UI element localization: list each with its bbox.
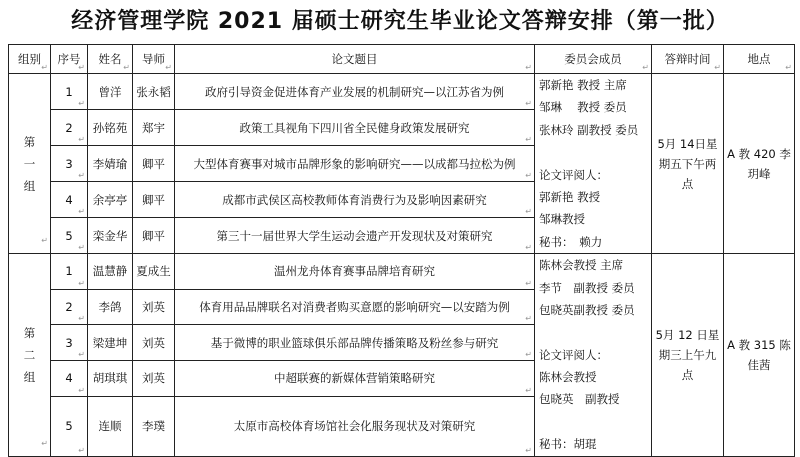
advisor-name: 刘英 [133,289,175,325]
student-name: 李鸽 [88,289,133,325]
student-name: 梁建坤 [88,325,133,361]
thesis-topic: 温州龙舟体育赛事品牌培育研究 ↵ [175,254,535,290]
thesis-topic: 太原市高校体育场馆社会化服务现状及对策研究 ↵ [175,396,535,456]
row-no: 4 ↵ [51,182,88,218]
student-name: 连顺 [88,396,133,456]
group-2 [9,254,795,457]
committee-members: 陈林会教授 主席 李节 副教授 委员 包晓英副教授 委员 论文评阅人： 陈林会教授 包晓英 副教授 秘书：胡琨 [535,254,652,457]
row-no: 1 ↵ [51,254,88,290]
header-advisor: 导师 ↵ [133,45,175,74]
table-row [9,74,795,110]
group-label: 第 一 组 ↵ [9,74,51,254]
row-no: 2 ↵ [51,289,88,325]
header-committee: 委员会成员 ↵ [535,45,652,74]
student-name: 胡琪琪 [88,361,133,397]
thesis-topic: 体育用品品牌联名对消费者购买意愿的影响研究—以安踏为例 ↵ [175,289,535,325]
table-row [9,254,795,290]
schedule-table [8,44,795,457]
advisor-name: 卿平 [133,218,175,254]
group-1 [9,74,795,254]
row-no: 5 ↵ [51,396,88,456]
thesis-topic: 中超联赛的新媒体营销策略研究 ↵ [175,361,535,397]
thesis-topic: 基于微博的职业篮球俱乐部品牌传播策略及粉丝参与研究 ↵ [175,325,535,361]
student-name: 孙铭苑 [88,110,133,146]
student-name: 余亭亭 [88,182,133,218]
committee-members: 郭新艳 教授 主席 邹琳 教授 委员 张林玲 副教授 委员 论文评阅人： 郭新艳 教授 邹琳教授 秘书： 赖力 [535,74,652,254]
row-no: 1 ↵ [51,74,88,110]
row-no: 2 ↵ [51,110,88,146]
header-group: 组别 ↵ [9,45,51,74]
student-name: 曾洋 [88,74,133,110]
header-name: 姓名 ↵ [88,45,133,74]
thesis-topic: 政府引导资金促进体育产业发展的机制研究—以江苏省为例 ↵ [175,74,535,110]
student-name: 栾金华 [88,218,133,254]
defense-place: A 教 420 李 玥峰 [724,74,795,254]
header-no: 序号 ↵ [51,45,88,74]
advisor-name: 张永韬 [133,74,175,110]
advisor-name: 卿平 [133,182,175,218]
student-name: 温慧静 [88,254,133,290]
defense-time: 5月 12 日星 期三上午九 点 [652,254,724,457]
header-time: 答辩时间 ↵ [652,45,724,74]
advisor-name: 夏成生 [133,254,175,290]
group-label: 第 二 组 ↵ [9,254,51,457]
header-topic: 论文题目 ↵ [175,45,535,74]
advisor-name: 李璞 [133,396,175,456]
advisor-name: 卿平 [133,146,175,182]
student-name: 李婧瑜 [88,146,133,182]
advisor-name: 刘英 [133,361,175,397]
thesis-topic: 大型体育赛事对城市品牌形象的影响研究——以成都马拉松为例 ↵ [175,146,535,182]
row-no: 4 ↵ [51,361,88,397]
header-place: 地点 ↵ [724,45,795,74]
defense-time: 5月 14日星 期五下午两 点 [652,74,724,254]
thesis-topic: 政策工具视角下四川省全民健身政策发展研究 ↵ [175,110,535,146]
thesis-topic: 第三十一届世界大学生运动会遗产开发现状及对策研究 ↵ [175,218,535,254]
defense-place: A 教 315 陈 佳茜 [724,254,795,457]
row-no: 3 ↵ [51,325,88,361]
advisor-name: 刘英 [133,325,175,361]
row-no: 3 ↵ [51,146,88,182]
page-title: 经济管理学院 2021 届硕士研究生毕业论文答辩安排（第一批） [71,9,729,34]
thesis-topic: 成都市武侯区高校教师体育消费行为及影响因素研究 ↵ [175,182,535,218]
header-row [9,45,795,74]
row-no: 5 ↵ [51,218,88,254]
advisor-name: 郑宇 [133,110,175,146]
